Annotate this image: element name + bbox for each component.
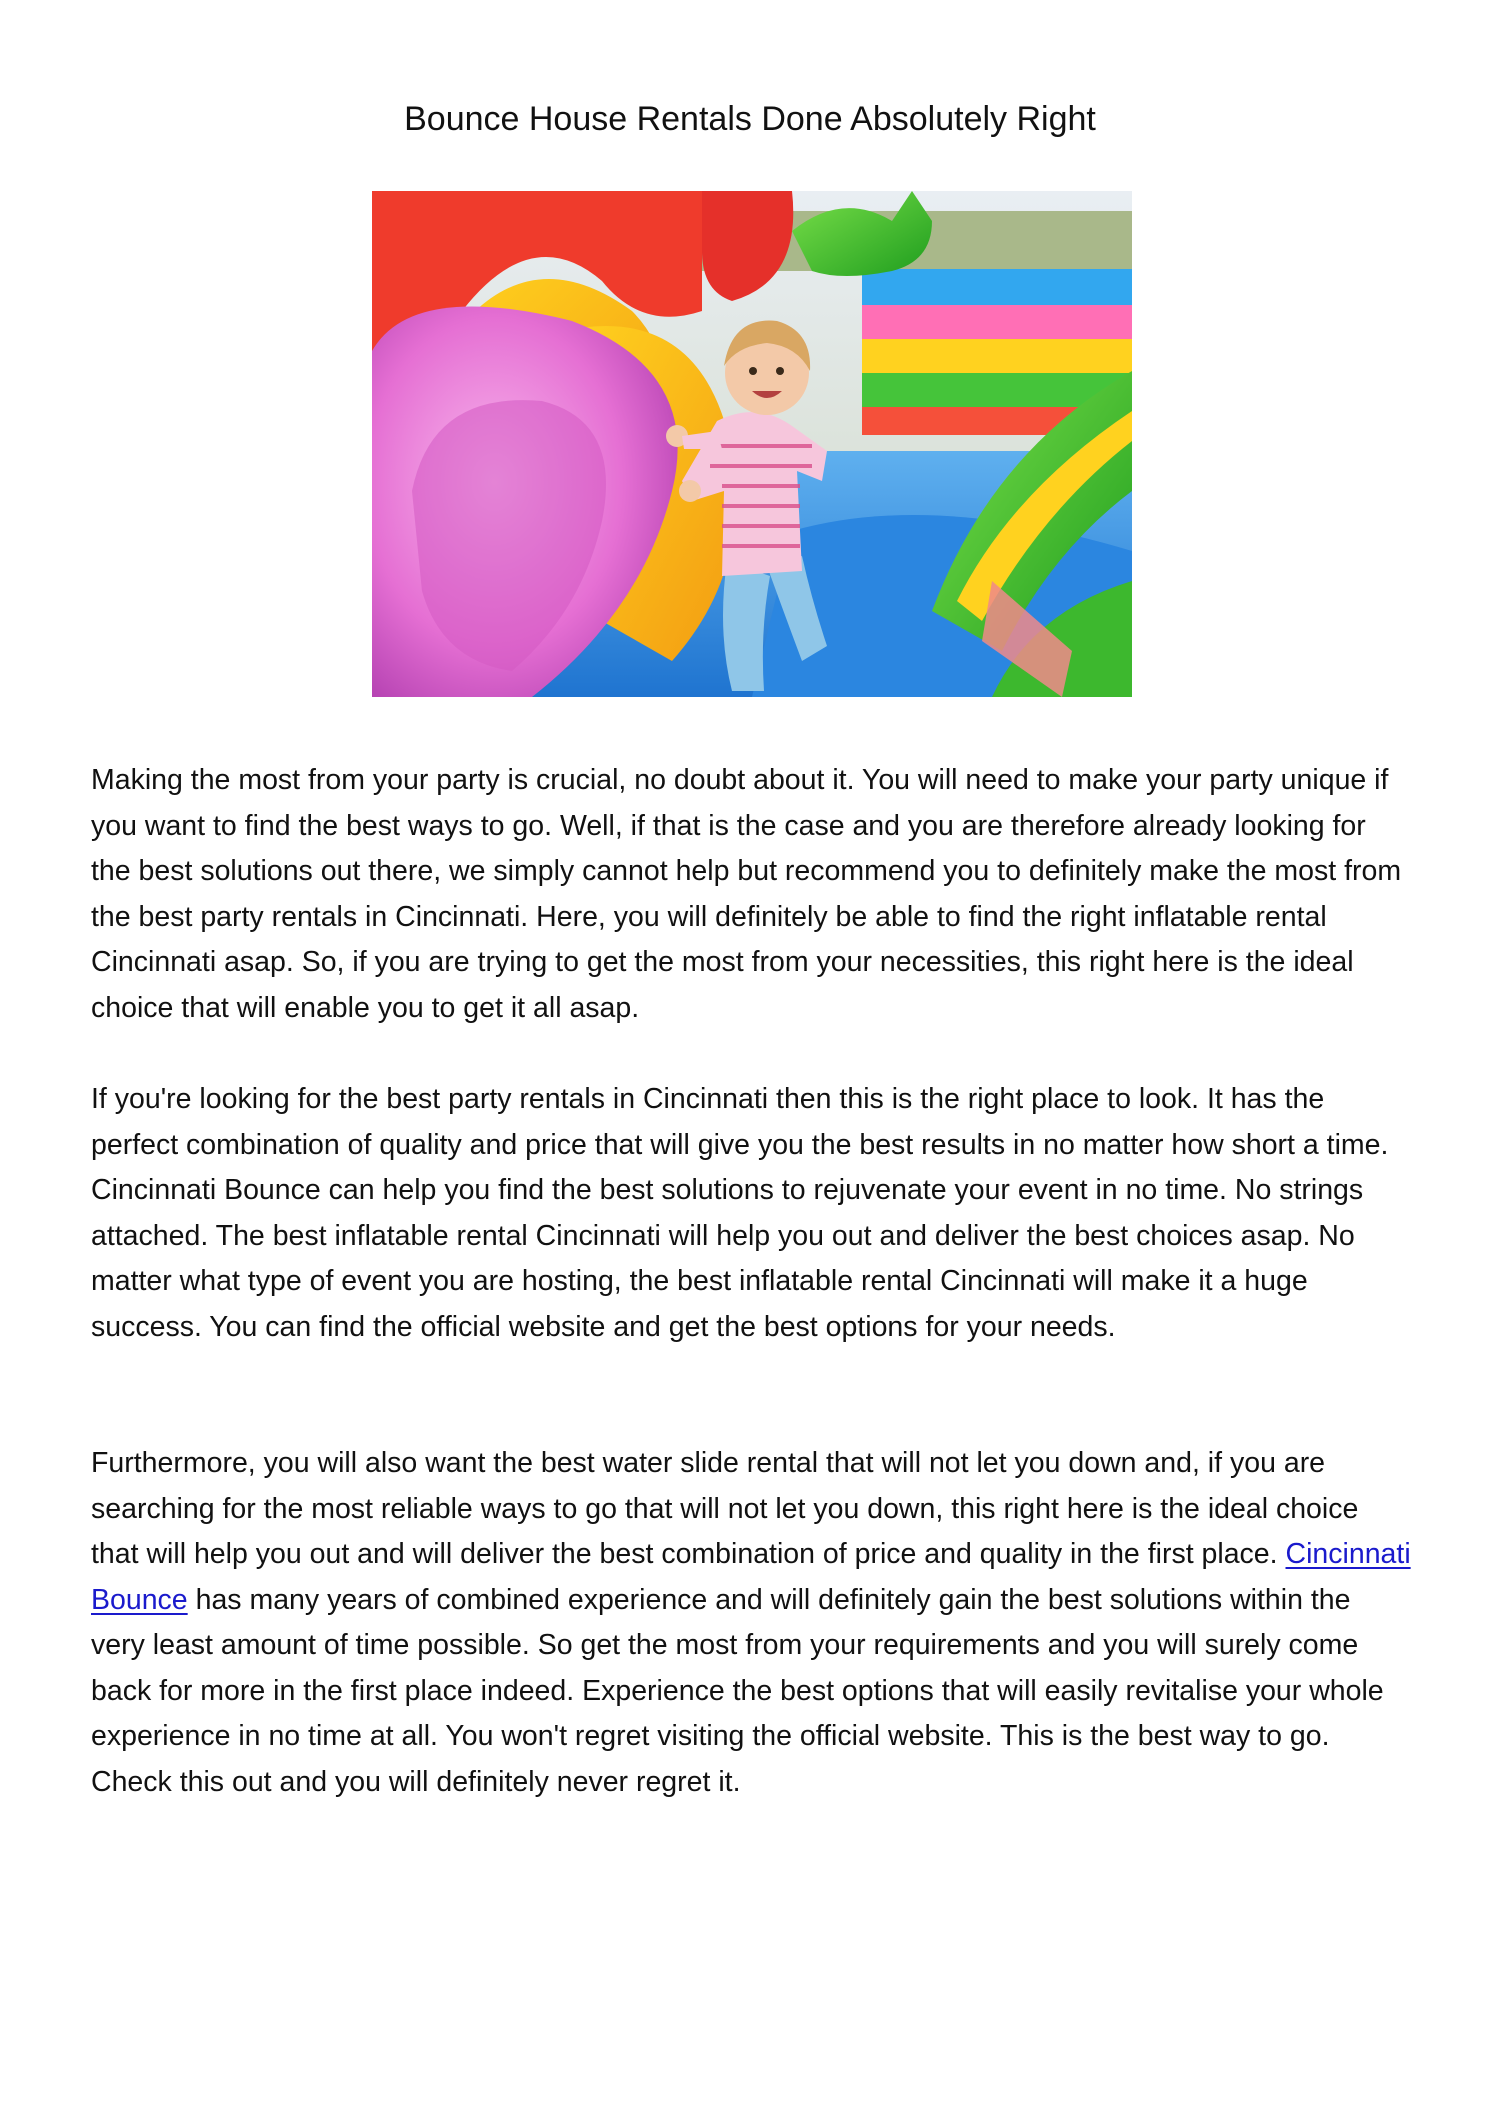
paragraph-3-text-before: Furthermore, you will also want the best water slide rental that will not let you down and, if you are searching for the most reliable ways to go that will not let you down, this right here is the ideal choice that will help you out and will deliver the best combination of price and quality in the first place. bbox=[91, 1447, 1359, 1570]
paragraph-3 bbox=[91, 1441, 1411, 1805]
photo-illustration bbox=[372, 191, 1132, 697]
bounce-house-photo bbox=[372, 191, 1132, 697]
paragraph-1: Making the most from your party is crucial, no doubt about it. You will need to make your party unique if you want to find the best ways to go. Well, if that is the case and you are therefore already looking for the best solutions out there, we simply cannot help but recommend you to definitely make the most from the best party rentals in Cincinnati. Here, you will definitely be able to find the right inflatable rental Cincinnati asap. So, if you are trying to get the most from your necessities, this right here is the ideal choice that will enable you to get it all asap. bbox=[91, 764, 1402, 1024]
paragraph-3-text-after: has many years of combined experience and will definitely gain the best solutions within the very least amount of time possible. So get the most from your requirements and you will surely come back for more in the first place indeed. Experience the best options that will easily revitalise your whole experience in no time at all. You won't regret visiting the official website. This is the best way to go. Check this out and you will definitely never regret it. bbox=[91, 1583, 1384, 1798]
page-title: Bounce House Rentals Done Absolutely Right bbox=[404, 100, 1096, 138]
paragraph-2: If you're looking for the best party rentals in Cincinnati then this is the right place to look. It has the perfect combination of quality and price that will give you the best results in no matter how short a time. Cincinnati Bounce can help you find the best solutions to rejuvenate your event in no time. No strings attached. The best inflatable rental Cincinnati will help you out and deliver the best choices asap. No matter what type of event you are hosting, the best inflatable rental Cincinnati will make it a huge success. You can find the official website and get the best options for your needs. bbox=[91, 1083, 1389, 1343]
cincinnati-bounce-link[interactable]: Cincinnati Bounce bbox=[91, 1538, 1411, 1616]
